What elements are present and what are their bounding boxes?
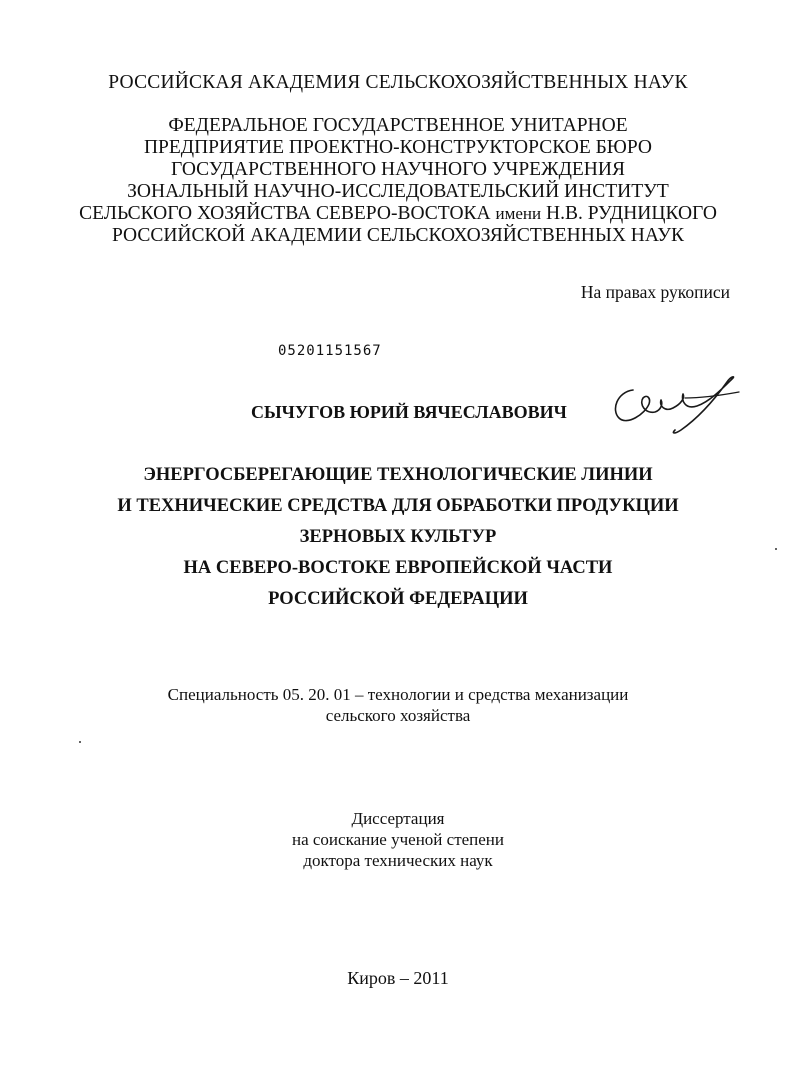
org-line-part-imeni: имени [495, 204, 542, 223]
dissertation-title [0, 460, 796, 615]
title-line: ЭНЕРГОСБЕРЕГАЮЩИЕ ТЕХНОЛОГИЧЕСКИЕ ЛИНИИ [143, 465, 653, 485]
org-line: ПРЕДПРИЯТИЕ ПРОЕКТНО-КОНСТРУКТОРСКОЕ БЮРО [143, 137, 653, 158]
title-line: НА СЕВЕРО-ВОСТОКЕ ЕВРОПЕЙСКОЙ ЧАСТИ [183, 558, 613, 578]
scan-speck [775, 548, 777, 550]
specialty-line: Специальность 05. 20. 01 – технологии и средства механизации [167, 685, 629, 704]
org-line: ЗОНАЛЬНЫЙ НАУЧНО-ИССЛЕДОВАТЕЛЬСКИЙ ИНСТИТУТ [127, 181, 669, 202]
title-line: ЗЕРНОВЫХ КУЛЬТУР [299, 527, 497, 547]
manuscript-rights-note: На правах рукописи [580, 282, 730, 302]
degree-line: на соискание ученой степени [291, 830, 505, 849]
document-code: 05201151567 [278, 343, 382, 359]
org-line: ГОСУДАРСТВЕННОГО НАУЧНОГО УЧРЕЖДЕНИЯ [171, 159, 625, 180]
degree-line: доктора технических наук [303, 851, 493, 870]
specialty-block [0, 684, 796, 726]
organization-block [0, 115, 796, 247]
org-line: ФЕДЕРАЛЬНОЕ ГОСУДАРСТВЕННОЕ УНИТАРНОЕ [168, 115, 628, 136]
title-line: РОССИЙСКОЙ ФЕДЕРАЦИИ [268, 589, 528, 609]
org-line-part: СЕЛЬСКОГО ХОЗЯЙСТВА СЕВЕРО-ВОСТОКА [79, 203, 496, 224]
author-name: СЫЧУГОВ ЮРИЙ ВЯЧЕСЛАВОВИЧ [251, 402, 567, 422]
org-line: РОССИЙСКОЙ АКАДЕМИИ СЕЛЬСКОХОЗЯЙСТВЕННЫХ НАУК [111, 225, 685, 246]
city-year: Киров – 2011 [347, 968, 449, 988]
org-line-part: Н.В. РУДНИЦКОГО [541, 203, 717, 224]
specialty-line: сельского хозяйства [325, 706, 471, 725]
degree-line: Диссертация [351, 809, 445, 828]
signature-icon [605, 368, 745, 438]
scan-speck [79, 741, 81, 743]
org-line [0, 203, 796, 225]
title-line: И ТЕХНИЧЕСКИЕ СРЕДСТВА ДЛЯ ОБРАБОТКИ ПРОДУКЦИИ [117, 496, 679, 516]
academy-heading: РОССИЙСКАЯ АКАДЕМИЯ СЕЛЬСКОХОЗЯЙСТВЕННЫХ НАУК [108, 72, 688, 93]
degree-block [0, 808, 796, 871]
